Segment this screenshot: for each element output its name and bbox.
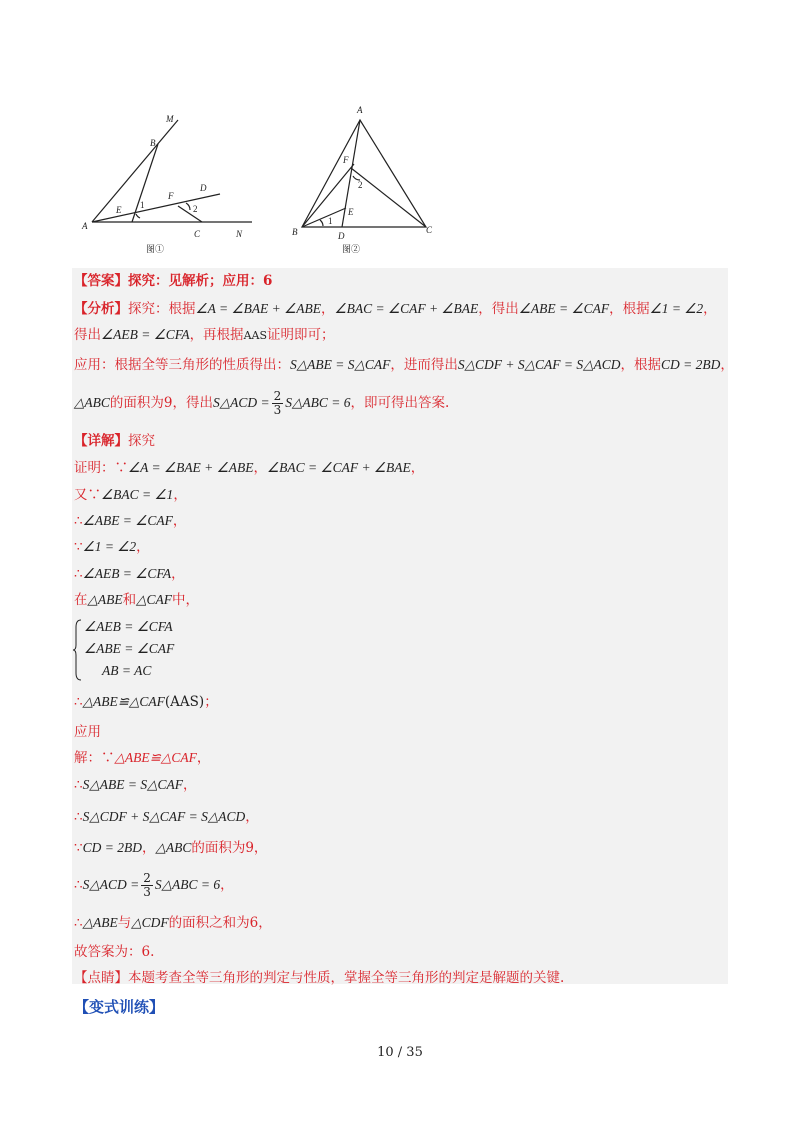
fig1-angle-1: 1 <box>140 200 145 210</box>
analysis-line-1: 【分析】探究：根据∠A = ∠BAE + ∠ABE，∠BAC = ∠CAF + ∠BAE，得出∠ABE = ∠CAF，根据∠1 = ∠2， <box>74 301 717 317</box>
system-line-1: ∠AEB = ∠CFA <box>84 619 173 634</box>
proof-line-5: ∴∠AEB = ∠CFA， <box>74 566 185 582</box>
apply-line-4: ∵CD = 2BD，△ABC的面积为9， <box>74 840 268 856</box>
page-number: 10 / 35 <box>377 1045 423 1060</box>
fig2-label-C: C <box>426 225 433 235</box>
analysis-line-4: △ABC的面积为9，得出S△ACD = $\frac{2}{3}$ S△ABC = 6，即可得出答案. <box>74 389 450 417</box>
variant-training-heading: 【变式训练】 <box>74 998 165 1016</box>
system-line-3: AB = AC <box>102 663 152 678</box>
proof-line-6: 在△ABE和△CAF中， <box>74 592 200 608</box>
apply-line-2: ∴S△ABE = S△CAF， <box>74 777 197 793</box>
fig1-label-F: F <box>168 191 174 201</box>
fig1-caption: 图① <box>146 244 165 254</box>
fig1-label-N: N <box>236 229 243 239</box>
fig1-label-M: M <box>166 114 174 124</box>
apply-line-3: ∴S△CDF + S△CAF = S△ACD， <box>74 809 259 825</box>
proof-line-3: ∴∠ABE = ∠CAF， <box>74 513 187 529</box>
apply-line-5: ∴S△ACD = $\frac{2}{3}$ S△ABC = 6， <box>74 871 234 899</box>
proof-line-4: ∵∠1 = ∠2， <box>74 539 150 555</box>
fig2-angle-2: 2 <box>358 180 363 190</box>
fraction-two-thirds-apply: $\frac{2}{3}$ <box>143 871 151 899</box>
analysis-line-3: 应用：根据全等三角形的性质得出：S△ABE = S△CAF，进而得出S△CDF + S△CAF = S△ACD，根据CD = 2BD， <box>74 357 734 373</box>
fig1-angle-2: 2 <box>193 204 198 214</box>
answer-line: 【答案】探究：见解析；应用：6 <box>74 273 273 289</box>
system-line-2: ∠ABE = ∠CAF <box>84 641 175 656</box>
fig1-label-B: B <box>150 138 156 148</box>
fig2-label-F: F <box>343 155 349 165</box>
fig2-label-A: A <box>357 105 363 115</box>
fig1-label-D: D <box>200 183 207 193</box>
analysis-line-2: 得出∠AEB = ∠CFA，再根据AAS证明即可； <box>74 327 335 343</box>
apply-title: 应用 <box>74 724 101 740</box>
fig2-caption: 图② <box>342 244 361 254</box>
remark-line: 【点睛】本题考查全等三角形的判定与性质，掌握全等三角形的判定是解题的关键. <box>74 970 565 986</box>
fig1-label-C: C <box>194 229 201 239</box>
fig1-label-E: E <box>116 205 122 215</box>
proof-line-1: 证明：∵∠A = ∠BAE + ∠ABE，∠BAC = ∠CAF + ∠BAE， <box>74 460 425 476</box>
analysis-tag: 【分析】 <box>74 301 128 317</box>
figure-2 <box>302 120 426 227</box>
system-brace <box>72 619 82 681</box>
apply-line-6: ∴△ABE与△CDF的面积之和为6， <box>74 915 272 931</box>
detail-line: 【详解】探究 <box>74 433 155 449</box>
geometry-figures <box>80 100 450 260</box>
apply-line-7: 故答案为：6. <box>74 944 155 960</box>
fig2-label-B: B <box>292 227 298 237</box>
fig1-label-A: A <box>82 221 88 231</box>
proof-line-2: 又∵∠BAC = ∠1， <box>74 487 187 503</box>
fig2-angle-1: 1 <box>328 216 333 226</box>
fig2-label-E: E <box>348 207 354 217</box>
apply-line-1: 解：∵△ABE≌△CAF， <box>74 750 211 766</box>
fraction-two-thirds: $\frac{2}{3}$ <box>273 389 282 417</box>
fig2-label-D: D <box>338 231 345 241</box>
proof-line-7: ∴△ABE≌△CAF(AAS)； <box>74 694 218 710</box>
